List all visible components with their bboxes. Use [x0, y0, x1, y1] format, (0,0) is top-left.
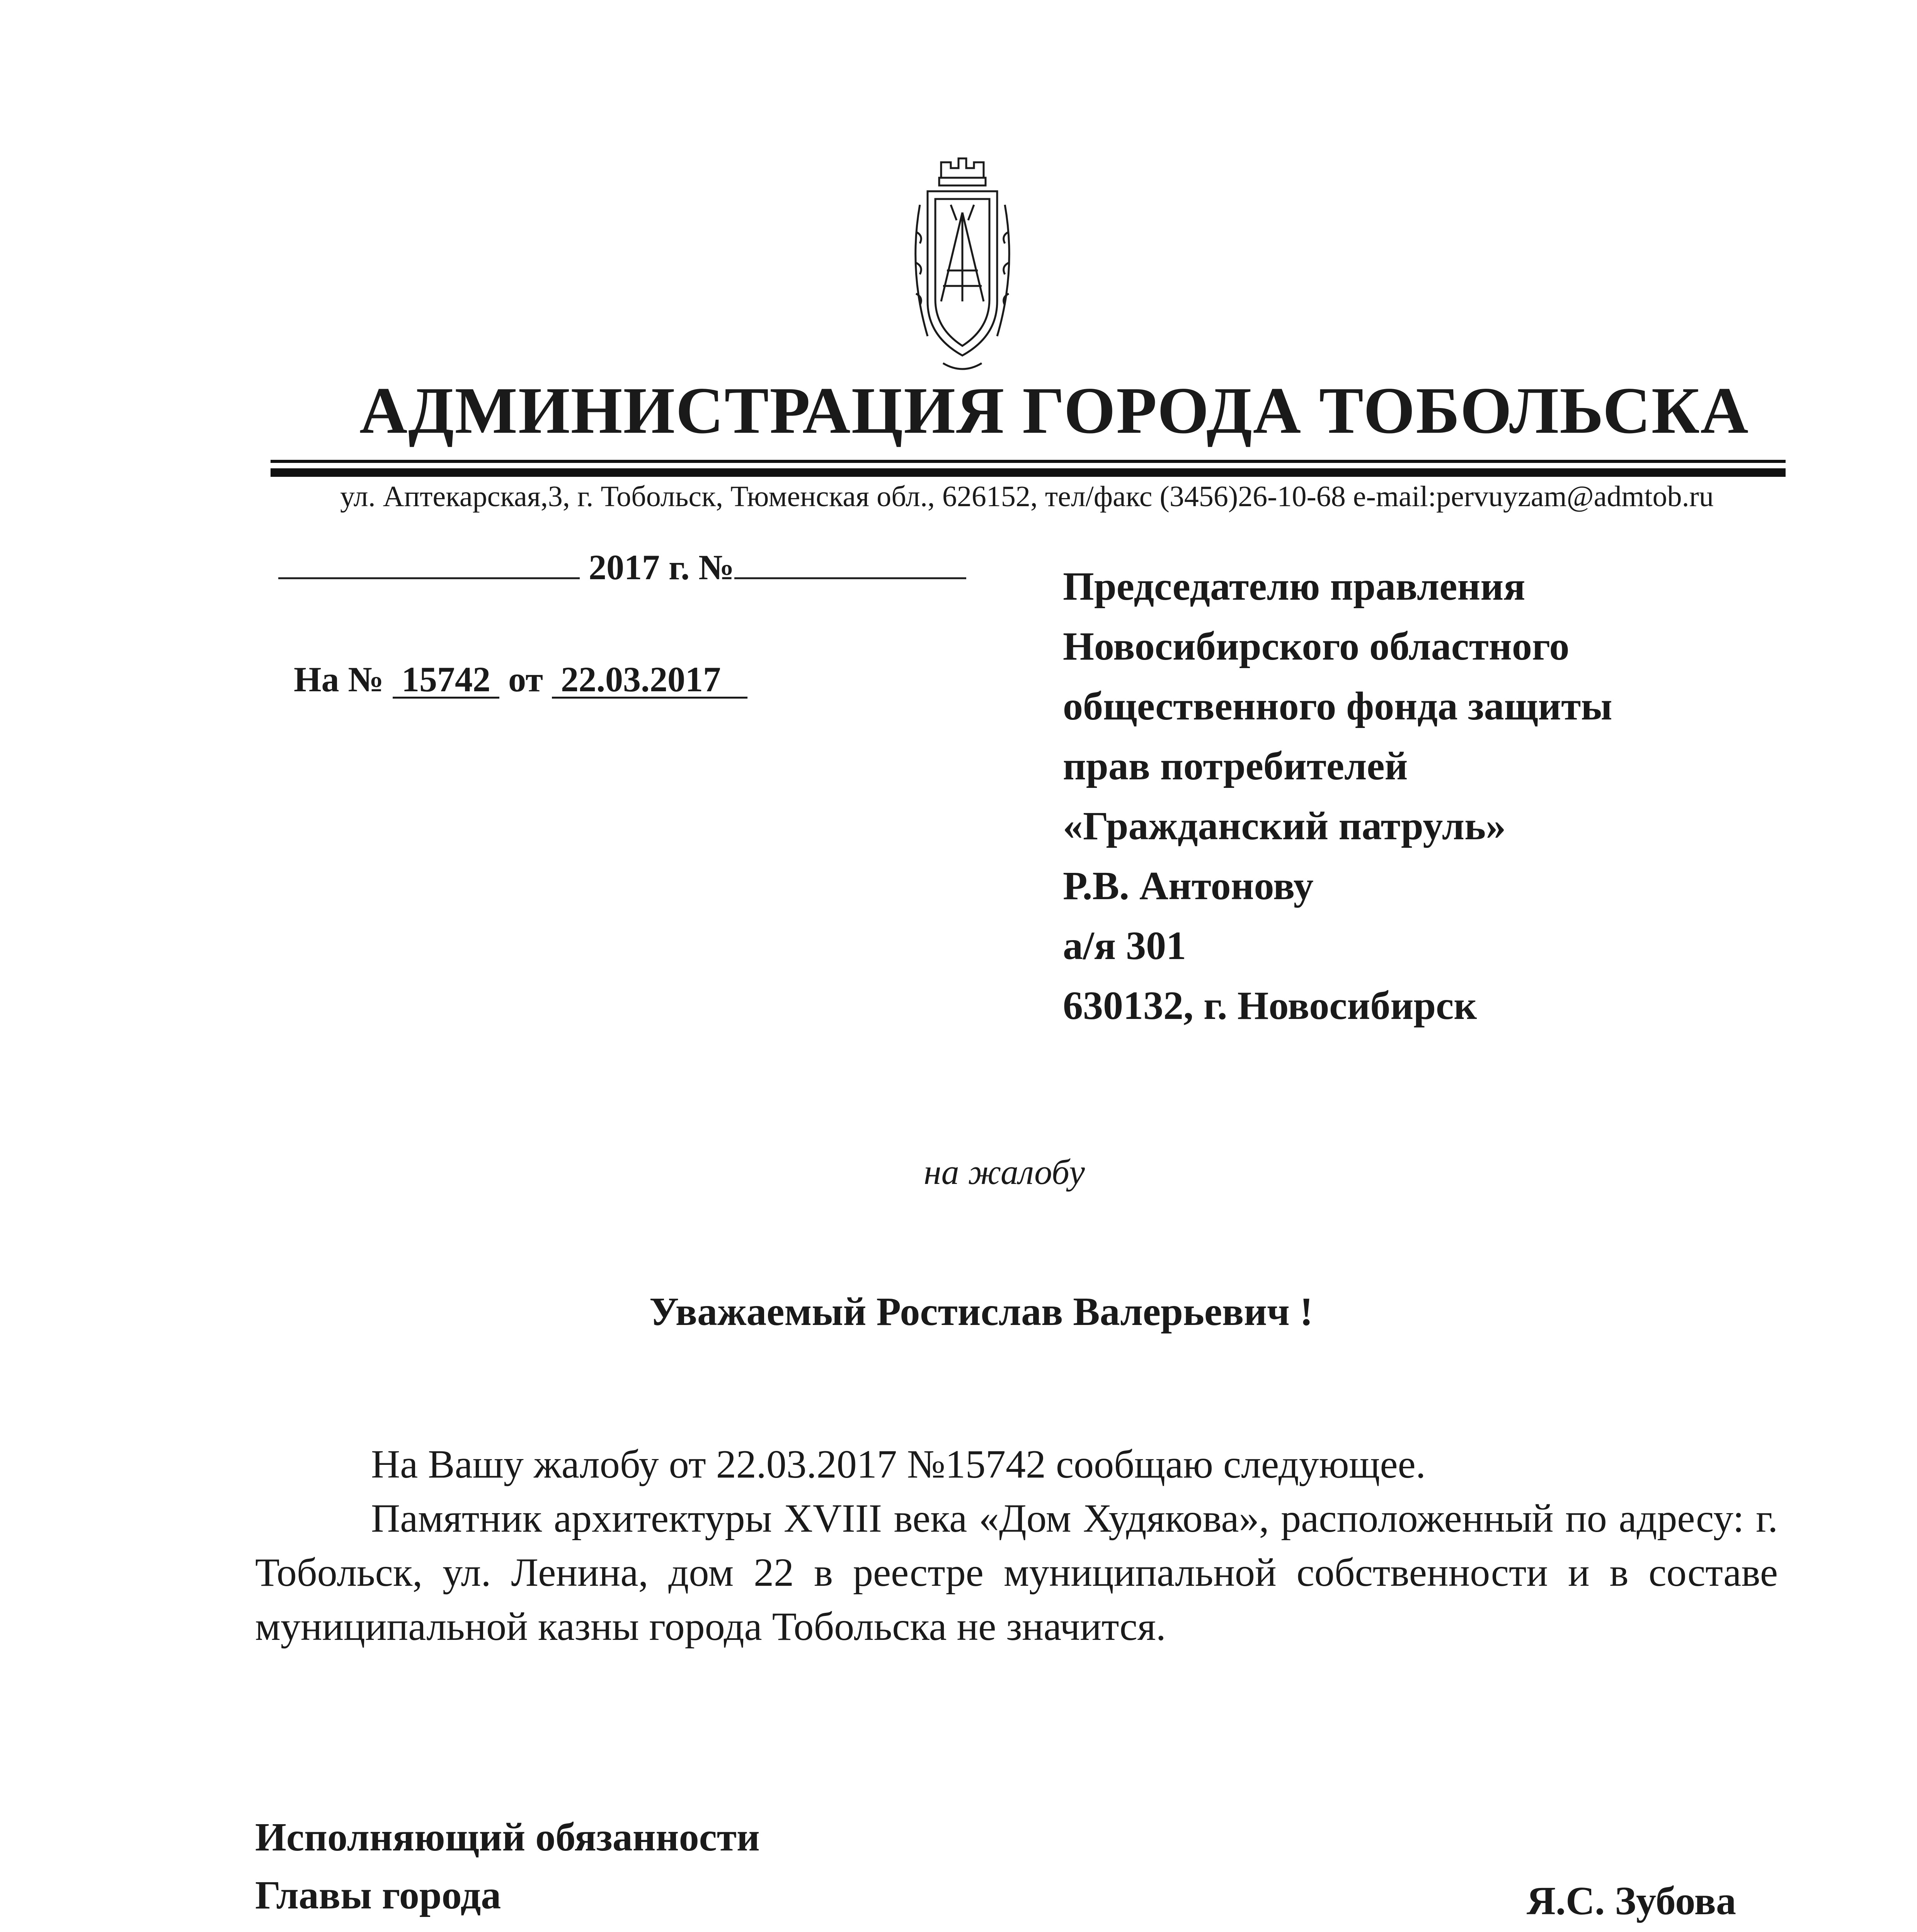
addressee-line: а/я 301	[1063, 923, 1187, 968]
body-paragraph: Памятник архитектуры XVIII века «Дом Худякова», расположенный по адресу: г. Тобольск, ул. Ленина, дом 22 в реестре муниципальной собственности и в составе муниципальной казны города Тобольска не значится.	[255, 1496, 1778, 1649]
addressee-line: 630132, г. Новосибирск	[1063, 983, 1477, 1028]
registration-line	[278, 547, 966, 588]
organization-title: АДМИНИСТРАЦИЯ ГОРОДА ТОБОЛЬСКА	[359, 374, 1749, 447]
registration-date-blank	[278, 547, 580, 579]
reference-number: 15742	[402, 660, 491, 699]
reference-line	[294, 659, 747, 700]
registration-number-blank	[734, 547, 966, 579]
addressee-line: прав потребителей	[1063, 744, 1408, 788]
signatory-position-line: Главы города	[255, 1873, 501, 1917]
registration-year: 2017 г. №	[589, 548, 734, 587]
addressee-line: Новосибирского областного	[1063, 624, 1570, 668]
header-divider-thin	[271, 460, 1786, 463]
reference-from: от	[508, 660, 543, 699]
signatory-name: Я.С. Зубова	[1527, 1879, 1736, 1923]
letter-body	[255, 1437, 1778, 1654]
addressee-block	[1063, 556, 1612, 1036]
addressee-line: общественного фонда защиты	[1063, 684, 1612, 728]
signatory-position	[255, 1808, 760, 1924]
reference-prefix: На №	[294, 660, 384, 699]
body-paragraph: На Вашу жалобу от 22.03.2017 №15742 сообщаю следующее.	[371, 1442, 1426, 1486]
addressee-line: Р.В. Антонову	[1063, 864, 1314, 908]
signatory-position-line: Исполняющий обязанности	[255, 1815, 760, 1859]
addressee-line: «Гражданский патруль»	[1063, 804, 1506, 848]
salutation: Уважаемый Ростислав Валерьевич !	[649, 1289, 1313, 1334]
organization-address: ул. Аптекарская,3, г. Тобольск, Тюменская обл., 626152, тел/факс (3456)26-10-68 e-mail:pervuyzam@admtob.ru	[340, 480, 1714, 513]
tobolsk-coat-of-arms-icon	[904, 155, 1020, 379]
letter-subject: на жалобу	[924, 1152, 1085, 1192]
header-divider-thick	[271, 468, 1786, 477]
reference-date: 22.03.2017	[561, 660, 721, 699]
addressee-line: Председателю правления	[1063, 564, 1525, 609]
